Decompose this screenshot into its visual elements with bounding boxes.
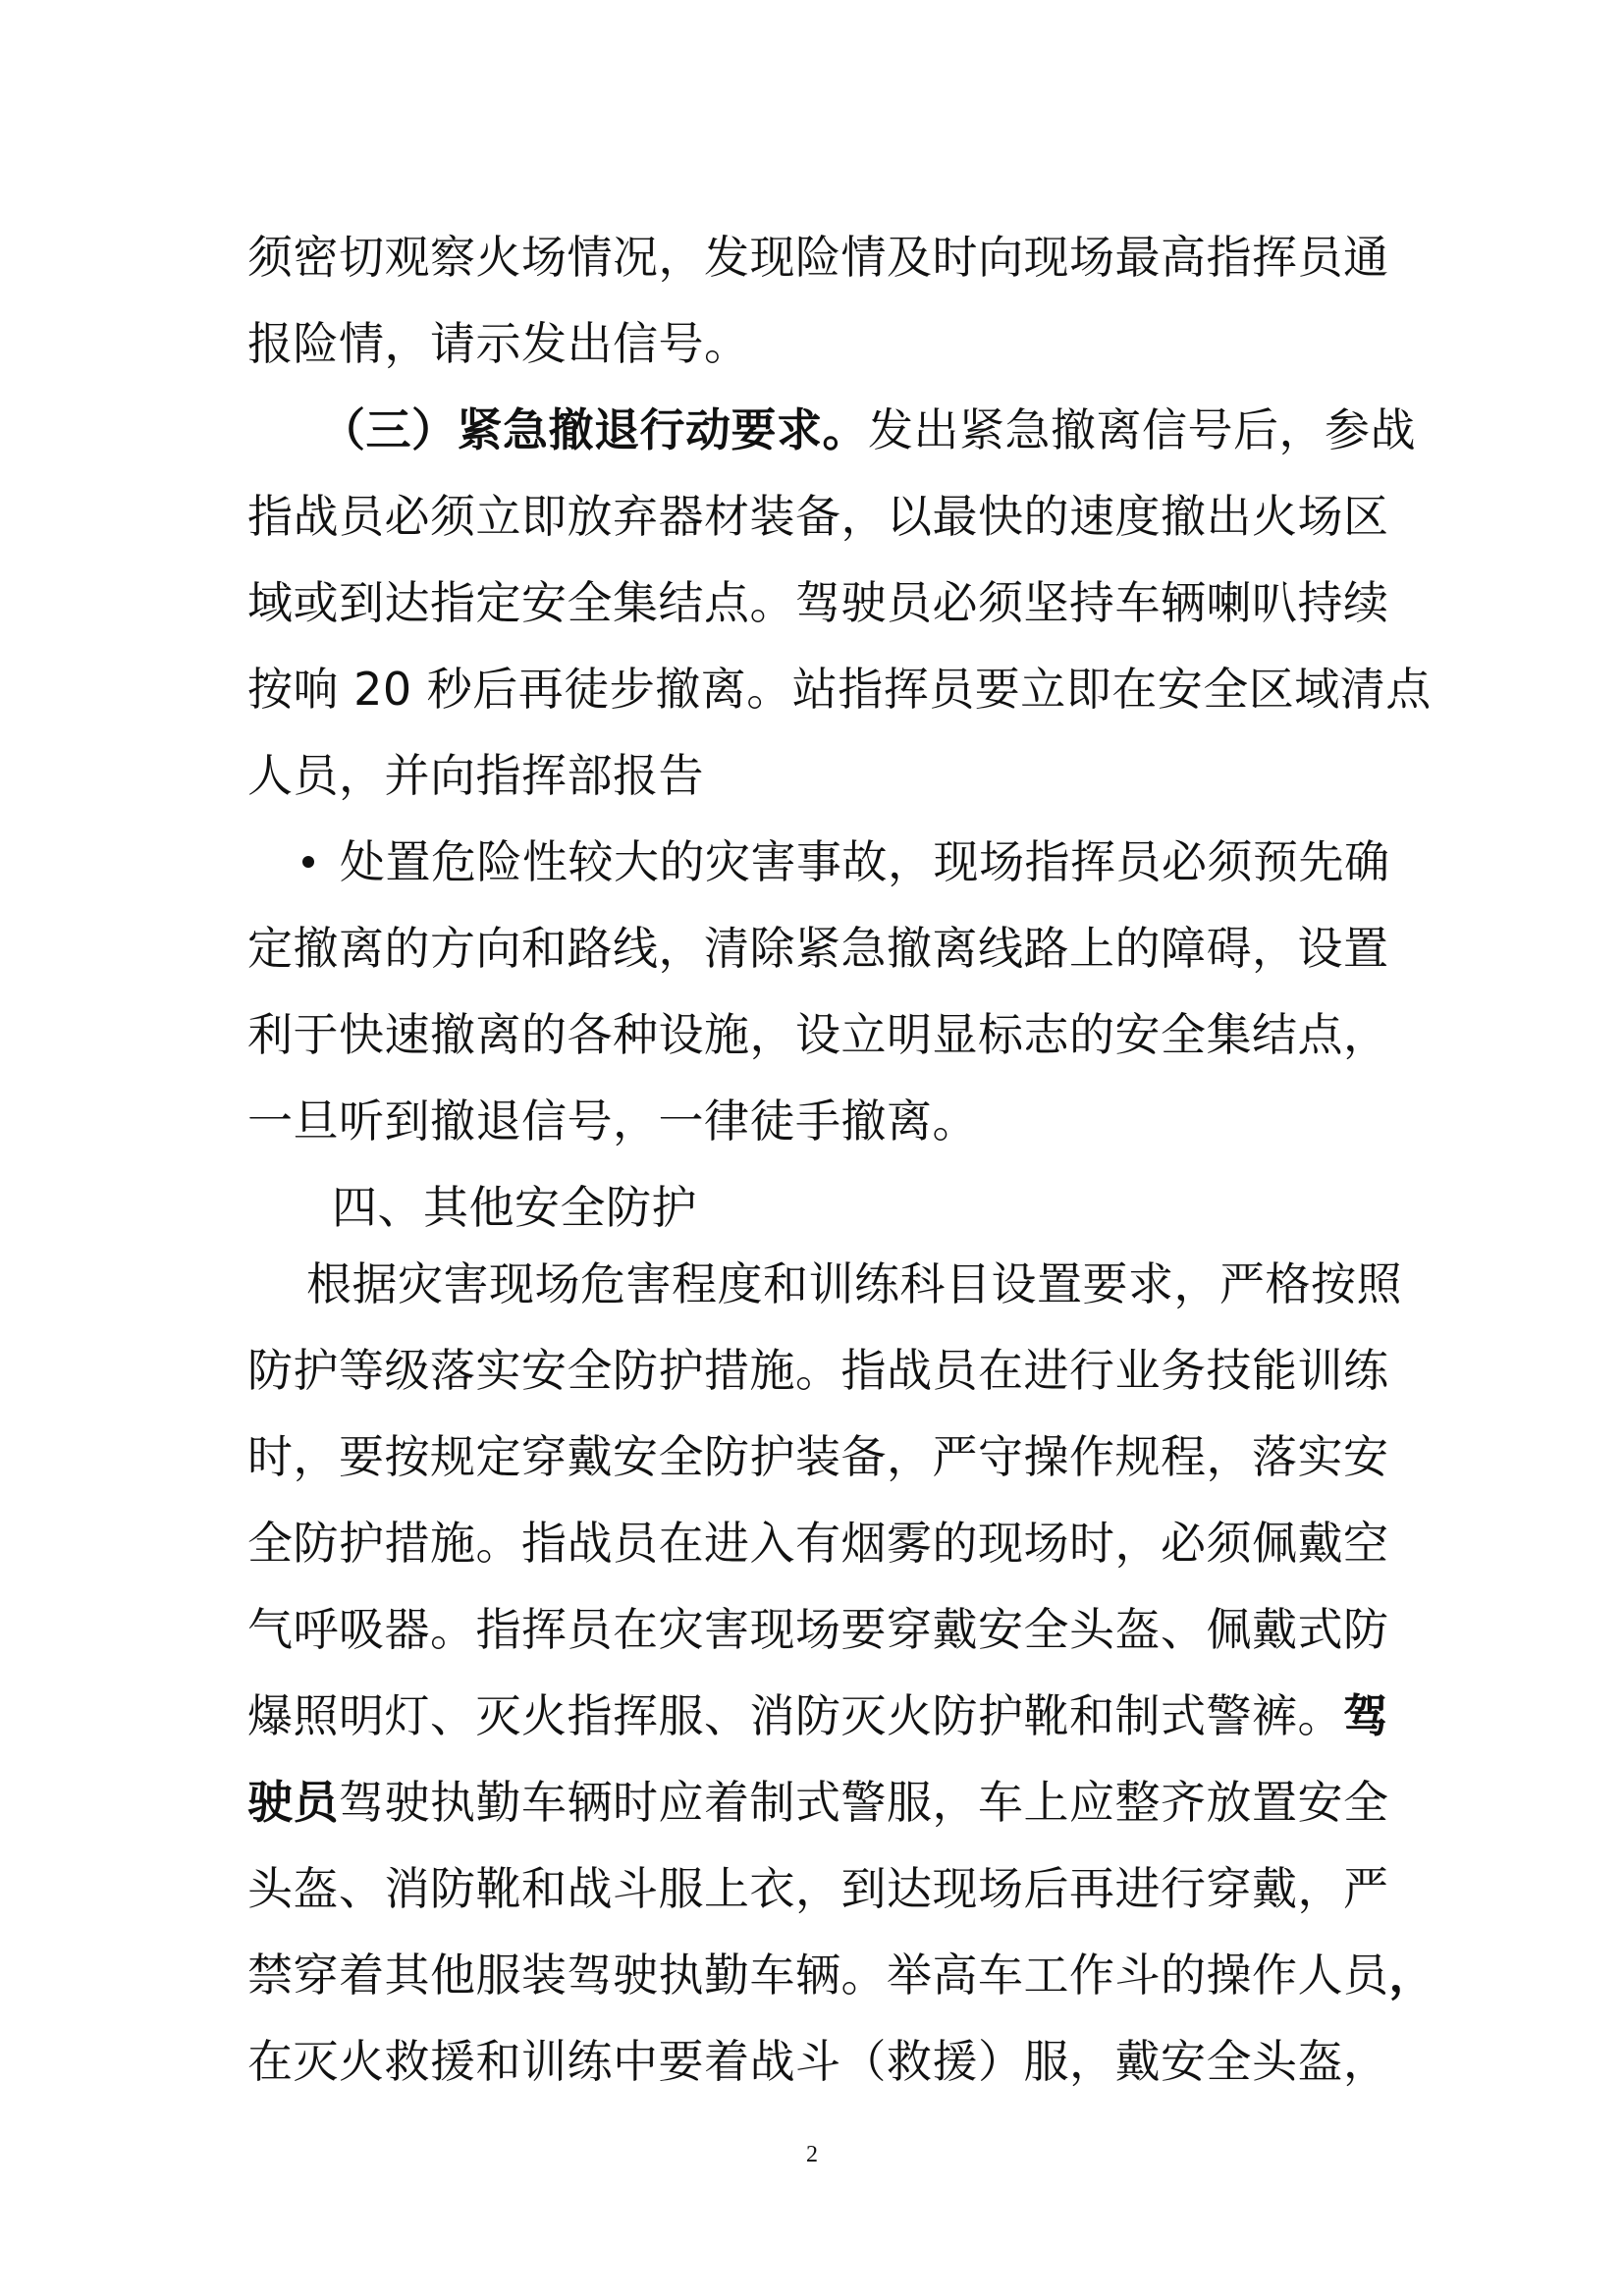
bold-term: 驾 [1343, 1689, 1389, 1742]
paragraph-line: 在灭火救援和训练中要着战斗（救援）服，戴安全头盔， [247, 2035, 1389, 2088]
subsection-heading: （三）紧急撤退行动要求。 [320, 403, 868, 456]
paragraph-line [247, 1946, 1435, 2004]
paragraph-line: 指战员必须立即放弃器材装备，以最快的速度撤出火场区 [247, 490, 1389, 543]
paragraph-line: 全防护措施。指战员在进入有烟雾的现场时，必须佩戴空 [247, 1517, 1389, 1570]
paragraph-line: 时，要按规定穿戴安全防护装备，严守操作规程，落实安 [247, 1430, 1389, 1483]
paragraph-line: 根据灾害现场危害程度和训练科目设置要求，严格按照 [306, 1257, 1402, 1310]
paragraph-line: 气呼吸器。指挥员在灾害现场要穿戴安全头盔、佩戴式防 [247, 1603, 1389, 1656]
section-heading: 四、其他安全防护 [332, 1181, 697, 1234]
paragraph-line: 域或到达指定安全集结点。驾驶员必须坚持车辆喇叭持续 [247, 576, 1389, 629]
bullet-icon [302, 856, 314, 868]
paragraph-line: 按响 20 秒后再徒步撤离。站指挥员要立即在安全区域清点 [247, 663, 1432, 716]
paragraph-line: 须密切观察火场情况，发现险情及时向现场最高指挥员通 [247, 231, 1389, 284]
paragraph-line [320, 400, 1416, 459]
paragraph-line: 防护等级落实安全防护措施。指战员在进行业务技能训练 [247, 1344, 1389, 1397]
paragraph-line: 人员，并向指挥部报告 [247, 749, 704, 802]
paragraph-text: 处置危险性较大的灾害事故，现场指挥员必须预先确 [340, 835, 1390, 888]
paragraph-text: 爆照明灯、灭火指挥服、消防灭火防护靴和制式警裤。 [247, 1689, 1343, 1742]
paragraph-line: 利于快速撤离的各种设施，设立明显标志的安全集结点， [247, 1008, 1389, 1061]
paragraph-line: 定撤离的方向和路线，清除紧急撤离线路上的障碍，设置 [247, 922, 1389, 975]
paragraph-line [247, 1773, 1389, 1832]
bullet-item [302, 832, 1390, 891]
paragraph-text: 禁穿着其他服装驾驶执勤车辆。举高车工作斗的操作人员 [247, 1949, 1389, 2002]
paragraph-line [247, 1686, 1389, 1745]
paragraph-text: 驾驶执勤车辆时应着制式警服，车上应整齐放置安全 [339, 1776, 1389, 1829]
bold-term: 驶员 [247, 1776, 339, 1829]
paragraph-line: 报险情，请示发出信号。 [247, 317, 750, 370]
paragraph-line: 一旦听到撤退信号，一律徒手撤离。 [247, 1095, 978, 1148]
paragraph-text: 发出紧急撤离信号后，参战 [868, 403, 1416, 456]
bold-punctuation: ， [1388, 1949, 1435, 2002]
page-number: 2 [806, 2142, 818, 2167]
paragraph-line: 头盔、消防靴和战斗服上衣，到达现场后再进行穿戴，严 [247, 1862, 1389, 1915]
